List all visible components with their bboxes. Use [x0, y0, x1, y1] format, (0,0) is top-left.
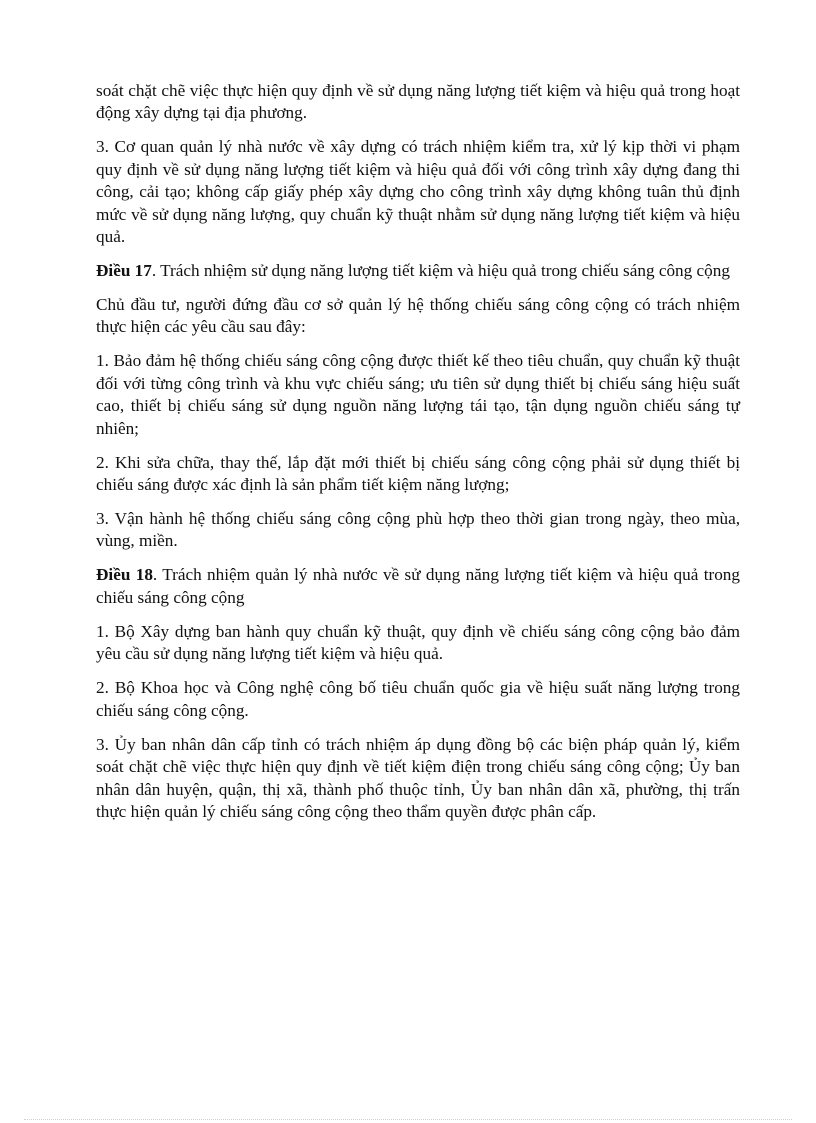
article-17-heading	[96, 260, 740, 282]
paragraph-text: Chủ đầu tư, người đứng đầu cơ sở quản lý hệ thống chiếu sáng công cộng có trách nhiệm thực hiện các yêu cầu sau đây:	[96, 295, 740, 337]
article-17-intro	[96, 294, 740, 339]
article-17-clause-2	[96, 452, 740, 497]
article-18-clause-3	[96, 734, 740, 824]
article-18-clause-2	[96, 677, 740, 722]
article-number: Điều 18	[96, 565, 153, 585]
paragraph-text: 2. Khi sửa chữa, thay thế, lắp đặt mới thiết bị chiếu sáng công cộng phải sử dụng thiết bị chiếu sáng được xác định là sản phẩm tiết kiệm năng lượng;	[96, 452, 740, 495]
article-title: . Trách nhiệm quản lý nhà nước về sử dụng năng lượng tiết kiệm và hiệu quả trong chiếu sáng công cộng	[96, 565, 740, 607]
paragraph-continuation	[96, 80, 740, 125]
paragraph-text: 2. Bộ Khoa học và Công nghệ công bố tiêu chuẩn quốc gia về hiệu suất năng lượng trong chiếu sáng công cộng.	[96, 678, 740, 720]
page-bottom-divider	[24, 1119, 792, 1120]
paragraph-text: 3. Ủy ban nhân dân cấp tỉnh có trách nhiệm áp dụng đồng bộ các biện pháp quản lý, kiểm soát chặt chẽ việc thực hiện quy định về tiết kiệm điện trong chiếu sáng công cộng; Ủy ban nhân dân huyện, quận, thị xã, thành phố thuộc tỉnh, Ủy ban nhân dân xã, phường, thị trấn thực hiện quản lý chiếu sáng công cộng theo thẩm quyền được phân cấp.	[96, 734, 740, 821]
paragraph-text: 1. Bảo đảm hệ thống chiếu sáng công cộng được thiết kế theo tiêu chuẩn, quy chuẩn kỹ thuật đối với từng công trình và khu vực chiếu sáng; ưu tiên sử dụng thiết bị chiếu sáng hiệu suất cao, thiết bị chiếu sáng sử dụng nguồn năng lượng tái tạo, tận dụng nguồn chiếu sáng tự nhiên;	[96, 351, 740, 438]
paragraph-text: soát chặt chẽ việc thực hiện quy định về sử dụng năng lượng tiết kiệm và hiệu quả trong hoạt động xây dựng tại địa phương.	[96, 81, 740, 123]
article-17-clause-1	[96, 350, 740, 440]
paragraph-text: 1. Bộ Xây dựng ban hành quy chuẩn kỹ thuật, quy định về chiếu sáng công cộng bảo đảm yêu cầu sử dụng năng lượng tiết kiệm và hiệu quả.	[96, 621, 740, 664]
article-18-heading	[96, 564, 740, 609]
paragraph-text: 3. Vận hành hệ thống chiếu sáng công cộng phù hợp theo thời gian trong ngày, theo mùa, vùng, miền.	[96, 509, 740, 551]
article-17-clause-3	[96, 508, 740, 553]
article-title: . Trách nhiệm sử dụng năng lượng tiết kiệm và hiệu quả trong chiếu sáng công cộng	[151, 261, 730, 281]
paragraph-text: 3. Cơ quan quản lý nhà nước về xây dựng có trách nhiệm kiểm tra, xử lý kịp thời vi phạm quy định về sử dụng năng lượng tiết kiệm và hiệu quả đối với công trình xây dựng đang thi công, cải tạo; không cấp giấy phép xây dựng cho công trình xây dựng không tuân thủ định mức về sử dụng năng lượng, quy chuẩn kỹ thuật nhằm sử dụng năng lượng tiết kiệm và hiệu quả.	[96, 137, 740, 247]
document-page	[96, 80, 740, 835]
paragraph-clause-3	[96, 136, 740, 248]
article-18-clause-1	[96, 621, 740, 666]
article-number: Điều 17	[96, 261, 152, 281]
